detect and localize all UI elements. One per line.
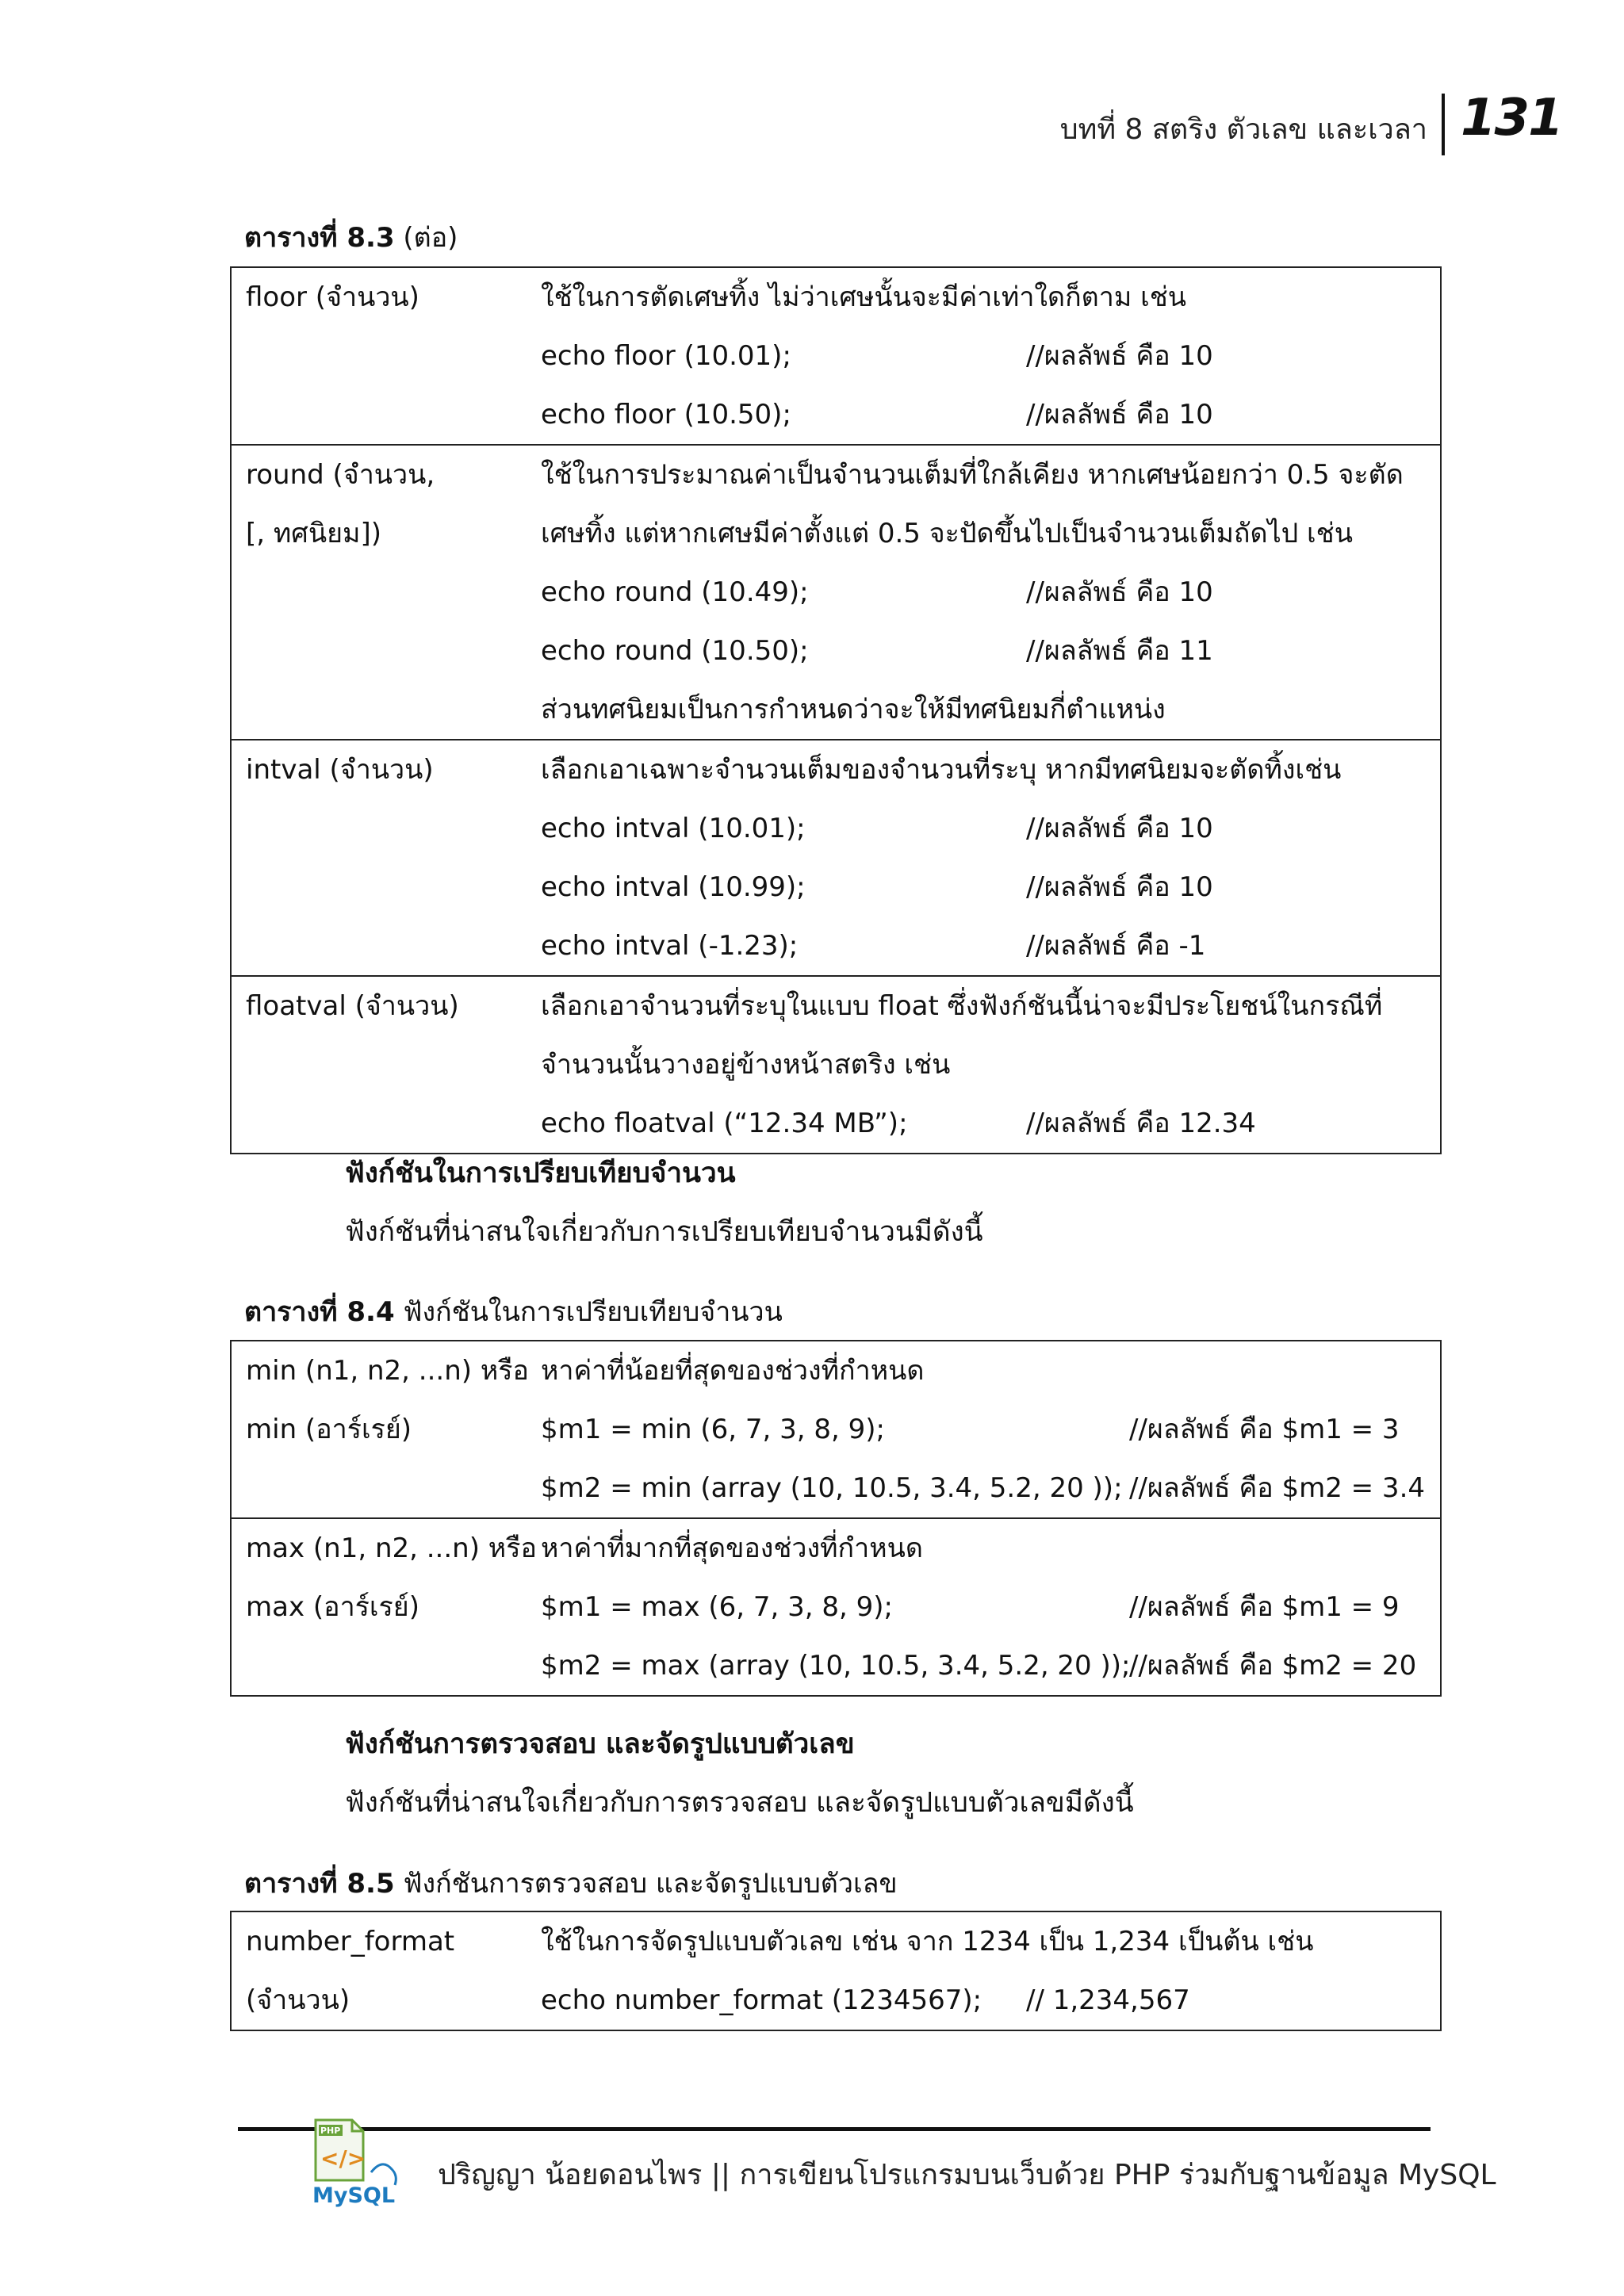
example-line bbox=[541, 858, 1440, 916]
example-line bbox=[541, 385, 1440, 444]
example-code: echo round (10.50); bbox=[541, 635, 809, 667]
table-row bbox=[232, 1912, 1440, 2030]
example-code: echo intval (10.99); bbox=[541, 871, 806, 903]
description-line: ใช้ในการตัดเศษทิ้ง ไม่ว่าเศษนั้นจะมีค่าเท่าใดก็ตาม เช่น bbox=[541, 281, 1187, 313]
caption-label: ตารางที่ 8.3 bbox=[244, 222, 395, 254]
caption-text: (ต่อ) bbox=[394, 222, 458, 254]
function-name: min (อาร์เรย์) bbox=[246, 1414, 412, 1445]
caption-label: ตารางที่ 8.4 bbox=[244, 1296, 395, 1328]
chapter-title: บทที่ 8 สตริง ตัวเลข และเวลา bbox=[1059, 113, 1427, 146]
description-cell bbox=[541, 977, 1440, 1153]
section-heading-format: ฟังก์ชันการตรวจสอบ และจัดรูปแบบตัวเลข bbox=[345, 1728, 855, 1760]
function-name: max (อาร์เรย์) bbox=[246, 1591, 419, 1623]
example-result: //ผลลัพธ์ คือ 11 bbox=[1026, 635, 1213, 667]
caption-label: ตารางที่ 8.5 bbox=[244, 1868, 395, 1900]
example-result: //ผลลัพธ์ คือ 10 bbox=[1026, 871, 1213, 903]
caption-text: ฟังก์ชันการตรวจสอบ และจัดรูปแบบตัวเลข bbox=[394, 1868, 898, 1900]
example-result: //ผลลัพธ์ คือ 10 bbox=[1026, 813, 1213, 844]
table-caption-8-4 bbox=[244, 1290, 783, 1333]
example-line bbox=[541, 1400, 1440, 1459]
description-line: เลือกเอาจำนวนที่ระบุในแบบ float ซึ่งฟังก์ชันนี้น่าจะมีประโยชน์ในกรณีที่ bbox=[541, 990, 1383, 1022]
example-code: $m2 = max (array (10, 10.5, 3.4, 5.2, 20 )); bbox=[541, 1650, 1131, 1682]
description-cell bbox=[541, 1912, 1440, 2030]
description-line: ใช้ในการประมาณค่าเป็นจำนวนเต็มที่ใกล้เคียง หากเศษน้อยกว่า 0.5 จะตัด bbox=[541, 459, 1404, 491]
table-row bbox=[232, 1517, 1440, 1695]
example-code: $m1 = min (6, 7, 3, 8, 9); bbox=[541, 1414, 886, 1445]
table-8-5 bbox=[230, 1911, 1442, 2031]
table-row bbox=[232, 268, 1440, 444]
example-line bbox=[541, 1578, 1440, 1636]
section-body-compare: ฟังก์ชันที่น่าสนใจเกี่ยวกับการเปรียบเทียบจำนวนมีดังนี้ bbox=[345, 1216, 983, 1248]
description-cell bbox=[541, 740, 1440, 975]
description-line: หาค่าที่น้อยที่สุดของช่วงที่กำหนด bbox=[541, 1355, 925, 1387]
section-body-format: ฟังก์ชันที่น่าสนใจเกี่ยวกับการตรวจสอบ และจัดรูปแบบตัวเลขมีดังนี้ bbox=[345, 1787, 1134, 1819]
page-number: 131 bbox=[1461, 89, 1562, 147]
example-line bbox=[541, 1636, 1440, 1695]
function-name: (จำนวน) bbox=[246, 1984, 350, 2016]
example-code: echo floor (10.01); bbox=[541, 340, 791, 372]
function-name: round (จำนวน, bbox=[246, 459, 435, 491]
php-mysql-logo bbox=[309, 2109, 436, 2212]
example-code: $m1 = max (6, 7, 3, 8, 9); bbox=[541, 1591, 893, 1623]
description-cell bbox=[541, 1341, 1440, 1517]
example-line bbox=[541, 327, 1440, 385]
example-result: //ผลลัพธ์ คือ $m1 = 3 bbox=[1129, 1414, 1400, 1445]
description-cell bbox=[541, 268, 1440, 444]
table-row bbox=[232, 975, 1440, 1153]
table-8-4 bbox=[230, 1340, 1442, 1697]
function-name: intval (จำนวน) bbox=[246, 754, 434, 786]
function-name-cell bbox=[246, 1341, 531, 1459]
description-cell bbox=[541, 1519, 1440, 1695]
running-header bbox=[0, 79, 1624, 166]
example-line bbox=[541, 1971, 1440, 2030]
function-name-cell bbox=[246, 446, 531, 563]
description-line: เศษทิ้ง แต่หากเศษมีค่าตั้งแต่ 0.5 จะปัดขึ้นไปเป็นจำนวนเต็มถัดไป เช่น bbox=[541, 518, 1354, 549]
function-name: floatval (จำนวน) bbox=[246, 990, 459, 1022]
logo-php-text: PHP bbox=[320, 2126, 341, 2136]
example-code: echo floor (10.50); bbox=[541, 399, 791, 430]
example-code: echo intval (10.01); bbox=[541, 813, 806, 844]
function-name-cell bbox=[246, 268, 531, 327]
section-heading-compare: ฟังก์ชันในการเปรียบเทียบจำนวน bbox=[345, 1158, 736, 1189]
table-row bbox=[232, 739, 1440, 975]
description-line: เลือกเอาเฉพาะจำนวนเต็มของจำนวนที่ระบุ หากมีทศนิยมจะตัดทิ้งเช่น bbox=[541, 754, 1342, 786]
function-name: number_format bbox=[246, 1926, 455, 1957]
footer-text: ปริญญา น้อยดอนไพร || การเขียนโปรแกรมบนเว็บด้วย PHP ร่วมกับฐานข้อมูล MySQL bbox=[438, 2159, 1496, 2191]
example-result: // 1,234,567 bbox=[1026, 1984, 1190, 2016]
function-name: [, ทศนิยม]) bbox=[246, 518, 381, 549]
function-name: floor (จำนวน) bbox=[246, 281, 419, 313]
example-line bbox=[541, 1459, 1440, 1517]
header-divider bbox=[1442, 94, 1445, 155]
table-row bbox=[232, 1341, 1440, 1517]
example-line bbox=[541, 916, 1440, 975]
table-row bbox=[232, 444, 1440, 739]
logo-mysql-text: MySQL bbox=[312, 2183, 396, 2208]
logo-code-text: </> bbox=[320, 2145, 366, 2172]
description-line: หาค่าที่มากที่สุดของช่วงที่กำหนด bbox=[541, 1533, 923, 1564]
example-line bbox=[541, 1094, 1440, 1153]
example-code: echo intval (-1.23); bbox=[541, 930, 799, 962]
example-result: //ผลลัพธ์ คือ 10 bbox=[1026, 576, 1213, 608]
example-result: //ผลลัพธ์ คือ 10 bbox=[1026, 399, 1213, 430]
description-cell bbox=[541, 446, 1440, 739]
table-caption-8-3 bbox=[244, 216, 458, 258]
example-code: $m2 = min (array (10, 10.5, 3.4, 5.2, 20 )); bbox=[541, 1472, 1123, 1504]
example-line bbox=[541, 622, 1440, 680]
table-8-3 bbox=[230, 266, 1442, 1154]
example-line bbox=[541, 563, 1440, 622]
example-code: echo round (10.49); bbox=[541, 576, 809, 608]
example-result: //ผลลัพธ์ คือ $m2 = 20 bbox=[1129, 1650, 1417, 1682]
function-name: min (n1, n2, ...n) หรือ bbox=[246, 1355, 529, 1387]
example-result: //ผลลัพธ์ คือ $m2 = 3.4 bbox=[1129, 1472, 1426, 1504]
example-line bbox=[541, 799, 1440, 858]
function-name-cell bbox=[246, 977, 531, 1035]
example-result: //ผลลัพธ์ คือ -1 bbox=[1026, 930, 1206, 962]
function-name-cell bbox=[246, 1912, 531, 2030]
example-code: echo floatval (“12.34 MB”); bbox=[541, 1108, 908, 1139]
function-name-cell bbox=[246, 1519, 537, 1636]
example-result: //ผลลัพธ์ คือ $m1 = 9 bbox=[1129, 1591, 1400, 1623]
function-name-cell bbox=[246, 740, 531, 799]
description-line: ใช้ในการจัดรูปแบบตัวเลข เช่น จาก 1234 เป็น 1,234 เป็นต้น เช่น bbox=[541, 1926, 1314, 1957]
table-caption-8-5 bbox=[244, 1862, 898, 1904]
note-line: ส่วนทศนิยมเป็นการกำหนดว่าจะให้มีทศนิยมกี่ตำแหน่ง bbox=[541, 694, 1166, 725]
example-result: //ผลลัพธ์ คือ 12.34 bbox=[1026, 1108, 1256, 1139]
description-line: จำนวนนั้นวางอยู่ข้างหน้าสตริง เช่น bbox=[541, 1049, 951, 1081]
example-code: echo number_format (1234567); bbox=[541, 1984, 982, 2016]
function-name: max (n1, n2, ...n) หรือ bbox=[246, 1533, 537, 1564]
caption-text: ฟังก์ชันในการเปรียบเทียบจำนวน bbox=[394, 1296, 783, 1328]
example-result: //ผลลัพธ์ คือ 10 bbox=[1026, 340, 1213, 372]
